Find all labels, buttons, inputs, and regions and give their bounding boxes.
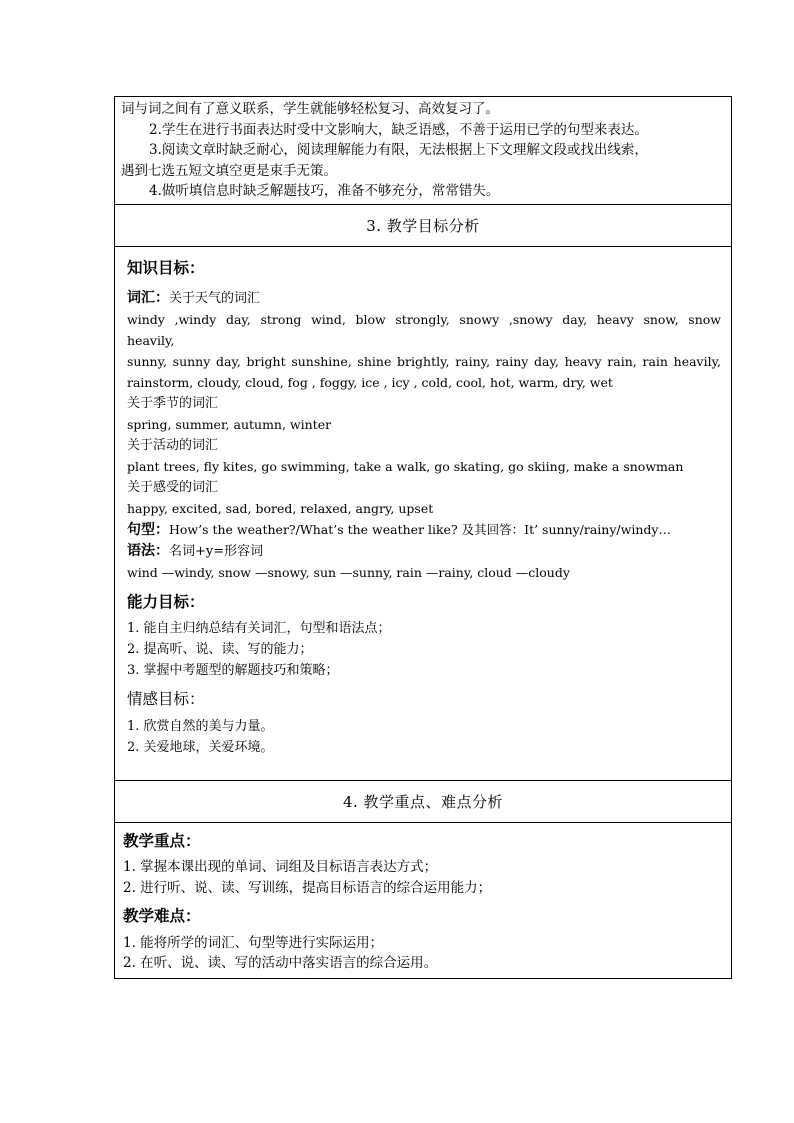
weather-vocab-title: 关于天气的词汇 xyxy=(169,290,261,306)
knowledge-goal-title: 知识目标： xyxy=(127,257,205,277)
weather-vocab-line-1: windy ,windy day, strong wind, blow strongly, snowy ,snowy day, heavy snow, snow xyxy=(127,311,721,327)
pattern-lead: 句型： xyxy=(127,521,169,538)
grammar-examples: wind —windy, snow —snowy, sun —sunny, rain —rainy, cloud —cloudy xyxy=(127,564,570,580)
key-points-title: 教学重点： xyxy=(123,830,201,850)
ability-item: 2. 提高听、说、读、写的能力； xyxy=(127,641,313,657)
grammar-text: 名词+y=形容词 xyxy=(169,543,264,559)
intro-line-4: 遇到七选五短文填空更是束手无策。 xyxy=(121,162,337,179)
teaching-goals-cell xyxy=(115,247,731,781)
season-vocab-title: 关于季节的词汇 xyxy=(127,395,219,411)
difficulty-title: 教学难点： xyxy=(123,906,201,925)
section-3-heading: 3. 教学目标分析 xyxy=(115,205,731,247)
difficulty-item: 2. 在听、说、读、写的活动中落实语言的综合运用。 xyxy=(123,955,438,971)
feeling-vocab-title: 关于感受的词汇 xyxy=(127,479,219,495)
season-vocab-line: spring, summer, autumn, winter xyxy=(127,416,332,432)
ability-item: 3. 掌握中考题型的解题技巧和策略； xyxy=(127,662,339,678)
key-point-item: 1. 掌握本课出现的单词、词组及目标语言表达方式； xyxy=(123,859,438,875)
section-4-heading: 4. 教学重点、难点分析 xyxy=(115,781,731,823)
lesson-plan-table xyxy=(114,96,732,979)
intro-line-1: 词与词之间有了意义联系，学生就能够轻松复习、高效复习了。 xyxy=(121,101,499,117)
weather-vocab-line-4: rainstorm, cloudy, cloud, fog , foggy, ice , icy , cold, cool, hot, warm, dry, wet xyxy=(127,374,613,390)
grammar-rule xyxy=(127,541,721,562)
feeling-vocab-line: happy, excited, sad, bored, relaxed, angry, upset xyxy=(127,500,434,516)
activity-vocab-line: plant trees, fly kites, go swimming, take a walk, go skating, go skiing, make a snowman xyxy=(127,458,684,474)
vocab-heading xyxy=(127,288,721,309)
key-points-cell xyxy=(115,823,731,978)
pattern-text: How’s the weather?/What’s the weather like? 及其回答：It’ sunny/rainy/windy… xyxy=(169,521,671,537)
weather-vocab-line-2: heavily, xyxy=(127,332,175,348)
sentence-pattern xyxy=(127,519,721,541)
intro-line-3: 3.阅读文章时缺乏耐心，阅读理解能力有限，无法根据上下文理解文段或找出线索， xyxy=(149,142,648,158)
activity-vocab-title: 关于活动的词汇 xyxy=(127,437,219,453)
ability-item: 1. 能自主归纳总结有关词汇，句型和语法点； xyxy=(127,620,391,636)
difficulty-item: 1. 能将所学的词汇、句型等进行实际运用； xyxy=(123,934,384,951)
emotion-item: 1. 欣赏自然的美与力量。 xyxy=(127,718,274,734)
intro-line-5: 4.做听填信息时缺乏解题技巧，准备不够充分，常常错失。 xyxy=(149,183,500,199)
emotion-goal-title: 情感目标： xyxy=(127,689,205,708)
learner-analysis-cell xyxy=(115,97,731,205)
vocab-lead: 词汇： xyxy=(127,289,169,306)
emotion-item: 2. 关爱地球，关爱环境。 xyxy=(127,739,274,755)
grammar-lead: 语法： xyxy=(127,542,169,559)
intro-line-2: 2.学生在进行书面表达时受中文影响大，缺乏语感，不善于运用已学的句型来表达。 xyxy=(149,121,648,138)
key-point-item: 2. 进行听、说、读、写训练，提高目标语言的综合运用能力； xyxy=(123,879,492,896)
ability-goal-title: 能力目标： xyxy=(127,591,205,611)
weather-vocab-line-3: sunny, sunny day, bright sunshine, shine brightly, rainy, rainy day, heavy rain, rain heavily, xyxy=(127,353,721,369)
